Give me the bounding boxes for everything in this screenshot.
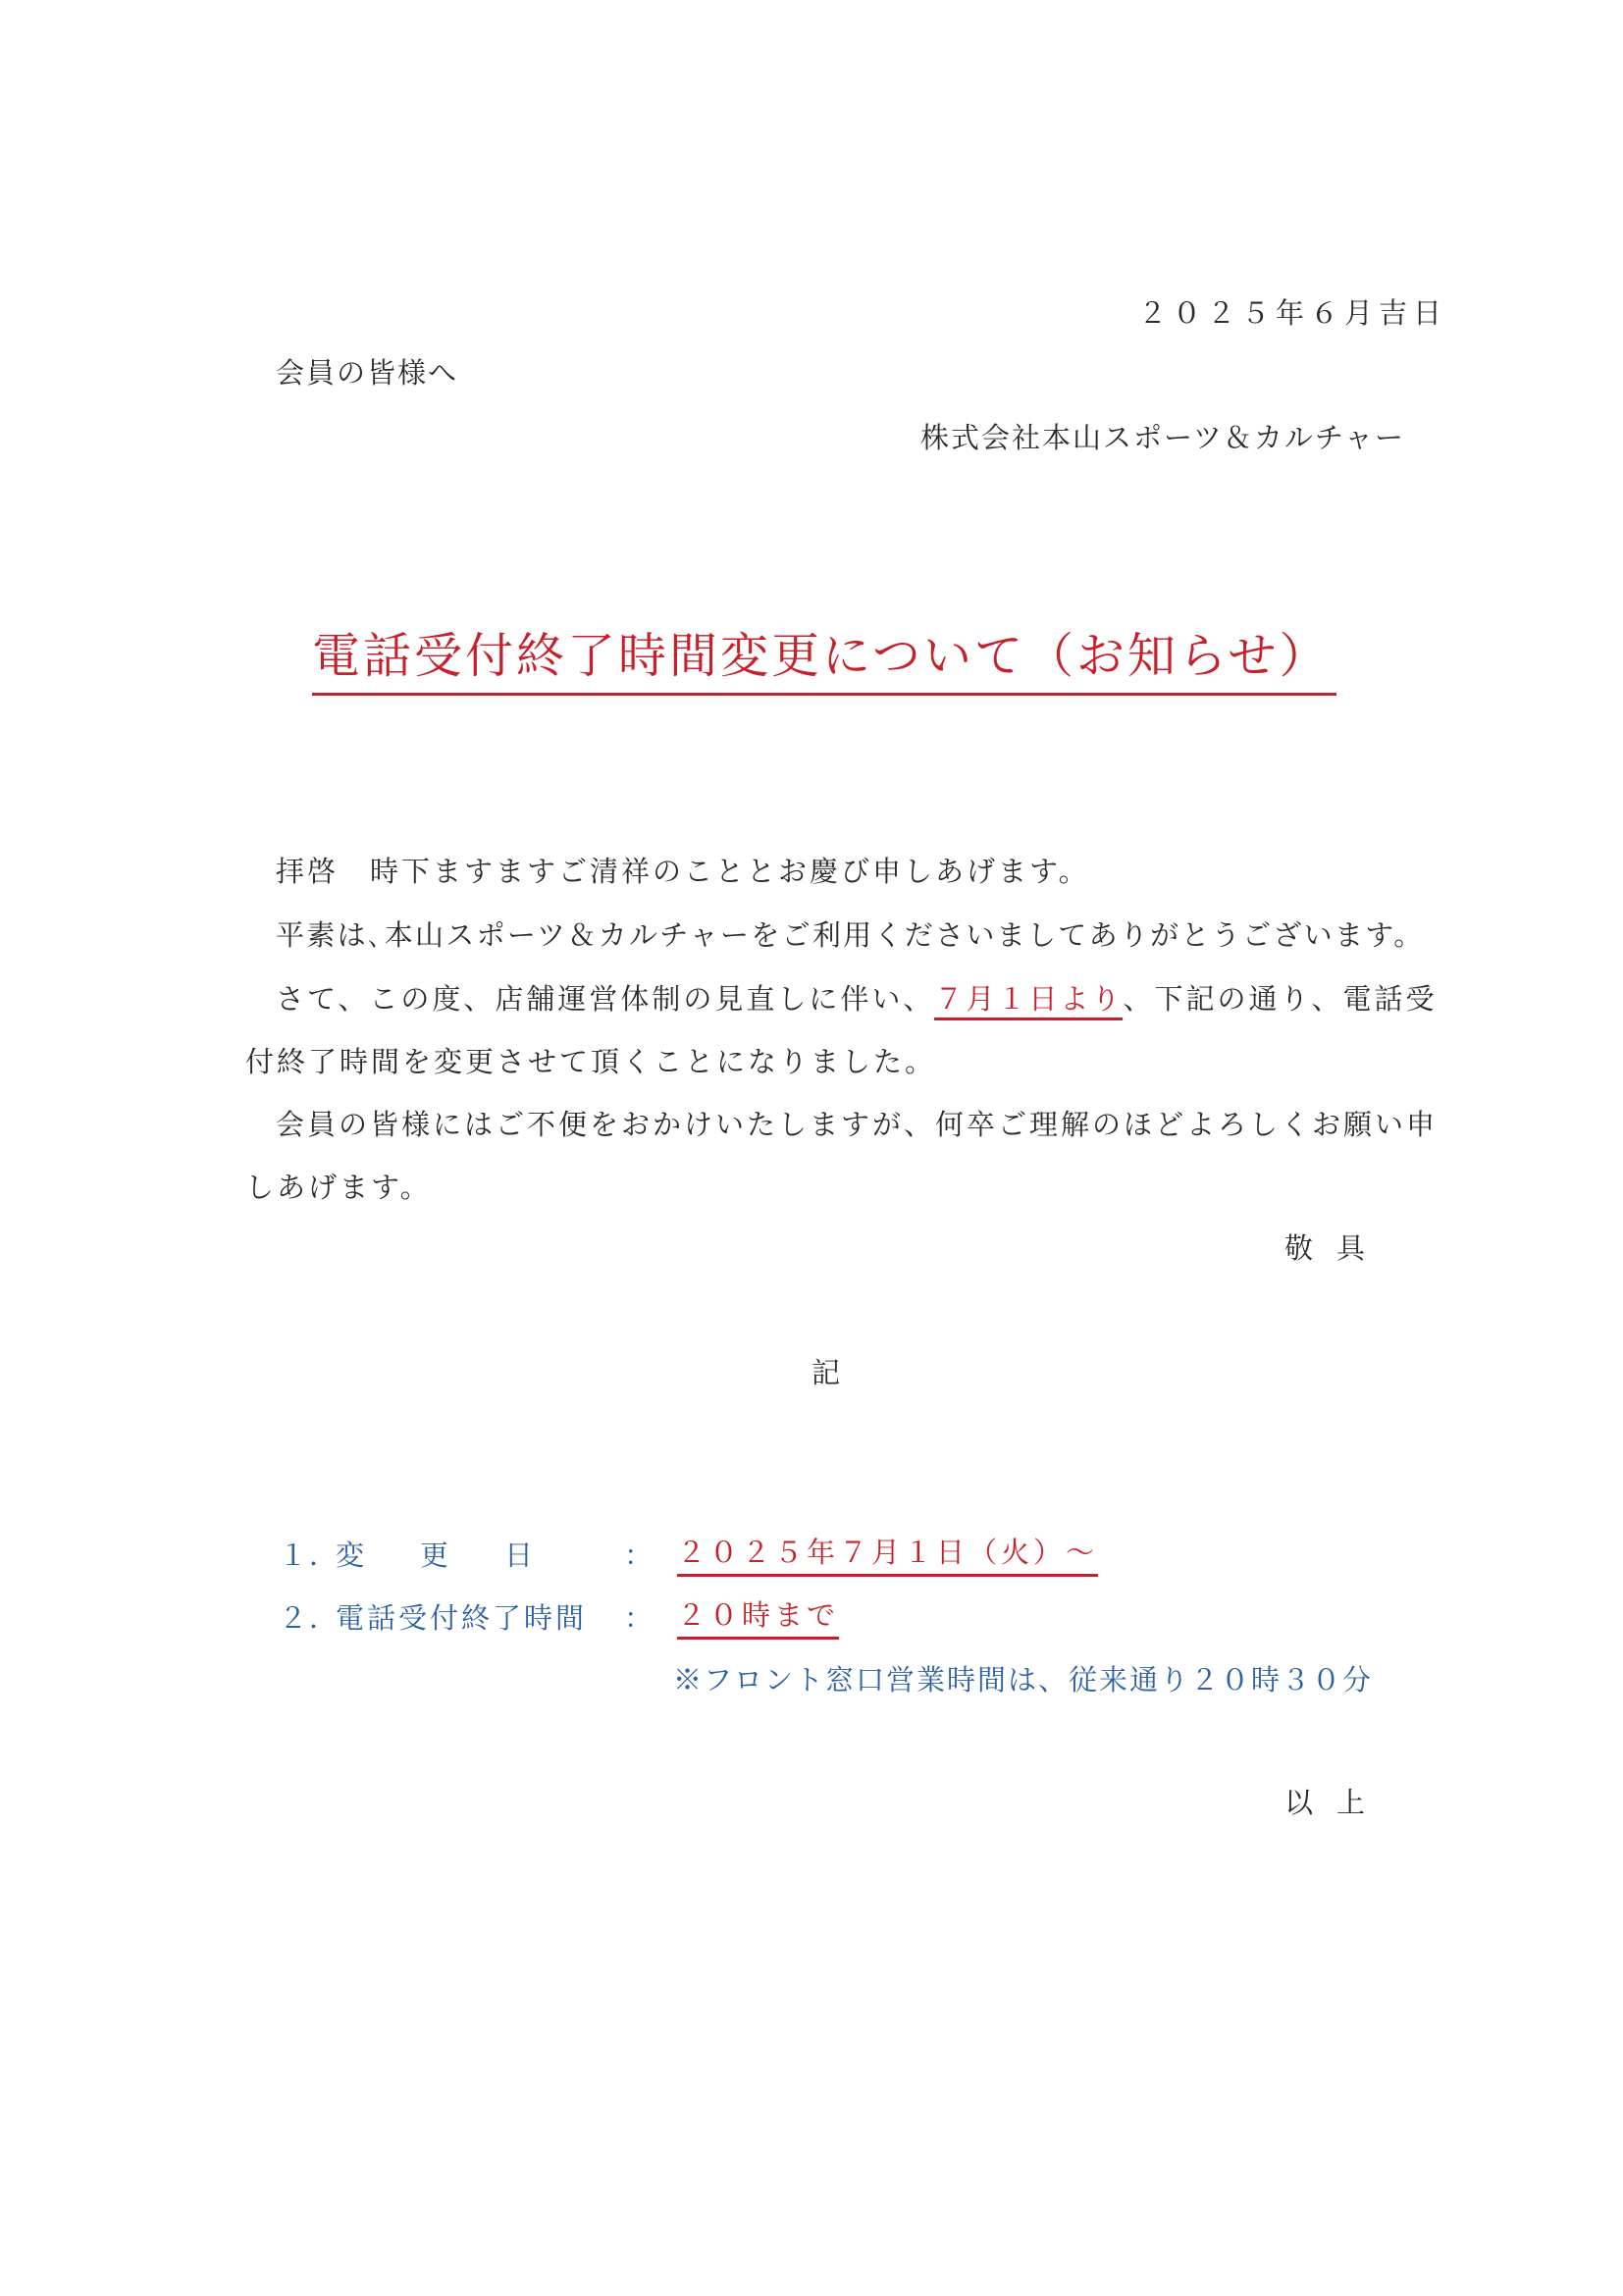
ki-heading: 記 (812, 1356, 843, 1389)
announcement-text-post: 、下記の通り、電話受 (1123, 982, 1438, 1016)
notice-title: 電話受付終了時間変更について（お知らせ） (312, 618, 1336, 696)
ending-ijou: 以上 (1284, 1786, 1389, 1819)
item-1-number: １． (279, 1539, 340, 1572)
item-2-value: ２０時まで (677, 1593, 839, 1640)
item-2-label: 電話受付終了時間 (336, 1601, 588, 1635)
issue-date: ２０２５年６月吉日 (1138, 296, 1448, 330)
item-2-colon: ： (624, 1601, 655, 1635)
recipient: 会員の皆様へ (276, 356, 459, 390)
body-paragraph-apology-cont: しあげます。 (245, 1171, 432, 1204)
front-desk-note: ※フロント窓口営業時間は、従来通り２０時３０分 (673, 1663, 1374, 1696)
body-paragraph-announcement-cont: 付終了時間を変更させて頂くことになりました。 (245, 1045, 937, 1078)
body-paragraph-thanks: 平素は､本山スポーツ＆カルチャーをご利用くださいましてありがとうございます。 (276, 918, 1425, 952)
item-1-value: ２０２５年７月１日（火）～ (677, 1531, 1098, 1577)
item-1-label: 変更日 (336, 1539, 590, 1572)
body-paragraph-greeting: 拝啓 時下ますますご清祥のこととお慶び申しあげます。 (276, 855, 1090, 888)
body-paragraph-apology: 会員の皆様にはご不便をおかけいたしますが、何卒ご理解のほどよろしくお願い申 (276, 1108, 1439, 1141)
announcement-text-pre: さて、この度、店舗運営体制の見直しに伴い、 (276, 982, 935, 1016)
item-2-number: ２． (279, 1601, 340, 1635)
closing-keigu: 敬具 (1284, 1231, 1389, 1265)
sender-company: 株式会社本山スポーツ＆カルチャー (920, 421, 1405, 454)
effective-date-highlight: ７月１日より (934, 982, 1123, 1020)
body-paragraph-announcement (276, 977, 1437, 1018)
item-1-colon: ： (624, 1539, 655, 1572)
